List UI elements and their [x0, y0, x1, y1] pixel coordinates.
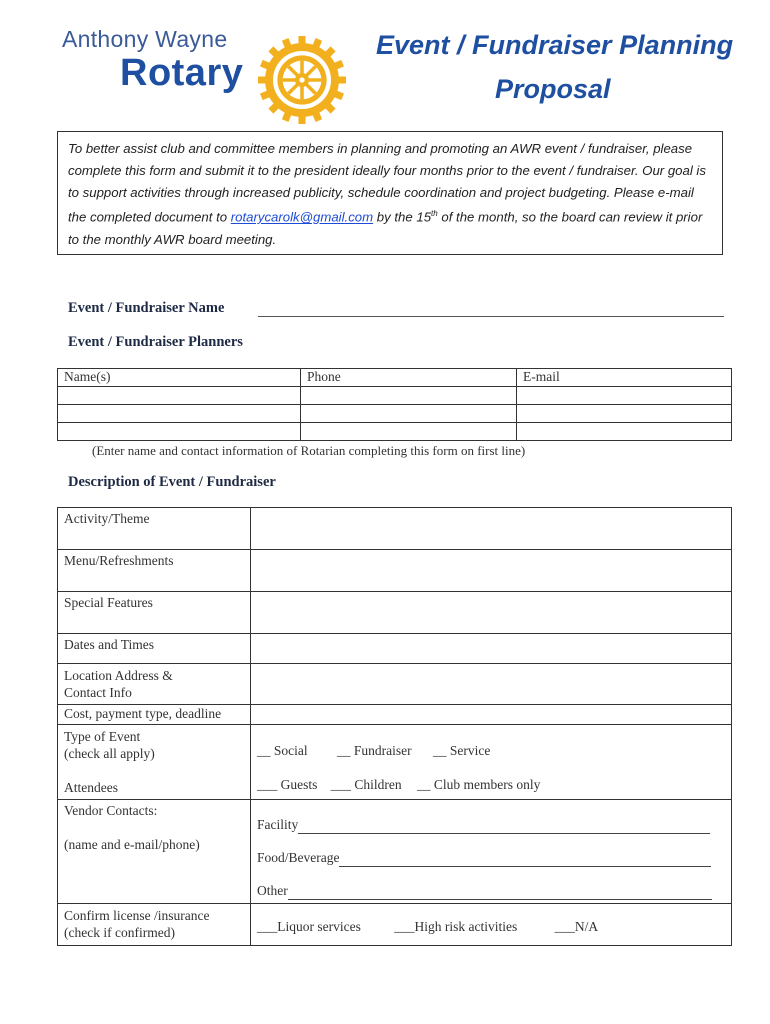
- type-service-checkbox[interactable]: __ Service: [433, 743, 491, 758]
- type-social-checkbox[interactable]: __ Social: [257, 743, 308, 758]
- attendees-children-checkbox[interactable]: ___ Children: [330, 777, 402, 792]
- type-attendees-field: [251, 725, 732, 800]
- column-header-phone: Phone: [301, 369, 517, 387]
- table-row: [58, 664, 732, 705]
- cost-field[interactable]: [251, 705, 732, 725]
- confirm-hint: (check if confirmed): [64, 925, 175, 940]
- type-attendees-label: [58, 725, 251, 800]
- form-title: Event / Fundraiser Planning: [376, 30, 734, 60]
- table-header-row: [58, 369, 732, 387]
- special-features-label: Special Features: [58, 592, 251, 634]
- intro-text-end: of the month, so the board can review it prior to the monthly AWR board meeting.: [68, 209, 703, 247]
- table-row: [58, 550, 732, 592]
- contact-email-link[interactable]: rotarycarolk@gmail.com: [230, 209, 374, 225]
- planner-phone-cell[interactable]: [301, 423, 517, 441]
- table-row: [58, 705, 732, 725]
- activity-field[interactable]: [251, 508, 732, 550]
- vendor-fields: [251, 800, 732, 904]
- confirm-liquor-checkbox[interactable]: ___Liquor services: [257, 919, 361, 934]
- confirm-label-line1: Confirm license /insurance: [64, 908, 210, 923]
- vendor-label-line1: Vendor Contacts:: [64, 803, 158, 818]
- planner-name-cell[interactable]: [58, 387, 301, 405]
- event-name-label: Event / Fundraiser Name: [68, 300, 225, 316]
- cost-label: Cost, payment type, deadline: [58, 705, 251, 725]
- vendor-hint: (name and e-mail/phone): [64, 837, 200, 852]
- column-header-email: E-mail: [517, 369, 732, 387]
- vendor-facility-field[interactable]: [298, 817, 710, 834]
- menu-field[interactable]: [251, 550, 732, 592]
- attendees-club-checkbox[interactable]: __ Club members only: [417, 777, 541, 792]
- logo-rotary-word: Rotary: [120, 52, 244, 94]
- dates-field[interactable]: [251, 634, 732, 664]
- logo-club-name: Anthony Wayne: [62, 26, 228, 52]
- confirm-risk-checkbox[interactable]: ___High risk activities: [394, 919, 518, 934]
- vendor-other-label: Other: [257, 883, 288, 898]
- confirm-field: [251, 904, 732, 946]
- confirm-label: [58, 904, 251, 946]
- location-label-line2: Contact Info: [64, 685, 132, 700]
- intro-instructions: [57, 131, 723, 255]
- column-header-names: Name(s): [58, 369, 301, 387]
- location-label: [58, 664, 251, 705]
- menu-label: Menu/Refreshments: [58, 550, 251, 592]
- table-row: [58, 634, 732, 664]
- table-row: [58, 904, 732, 946]
- table-row: [58, 423, 732, 441]
- table-row: [58, 800, 732, 904]
- table-row: [58, 592, 732, 634]
- description-table: [57, 507, 732, 946]
- rotary-wheel-icon: [258, 36, 346, 124]
- planner-name-cell[interactable]: [58, 405, 301, 423]
- activity-label: Activity/Theme: [58, 508, 251, 550]
- planner-phone-cell[interactable]: [301, 387, 517, 405]
- description-label: Description of Event / Fundraiser: [68, 474, 276, 490]
- vendor-facility-label: Facility: [257, 817, 299, 832]
- vendor-label: [58, 800, 251, 904]
- planner-email-cell[interactable]: [517, 423, 732, 441]
- vendor-other-field[interactable]: [288, 883, 712, 900]
- intro-superscript: th: [431, 209, 438, 219]
- table-row: [58, 508, 732, 550]
- type-hint: (check all apply): [64, 746, 155, 761]
- confirm-na-checkbox[interactable]: ___N/A: [554, 919, 599, 934]
- location-label-line1: Location Address &: [64, 668, 173, 683]
- location-field[interactable]: [251, 664, 732, 705]
- planner-email-cell[interactable]: [517, 405, 732, 423]
- dates-label: Dates and Times: [58, 634, 251, 664]
- rotary-logo: [62, 26, 352, 116]
- form-title-line2: Proposal: [495, 74, 611, 104]
- vendor-food-field[interactable]: [339, 850, 711, 867]
- table-row: [58, 405, 732, 423]
- intro-text-deadline: by the 15: [373, 209, 432, 225]
- event-name-field[interactable]: [258, 316, 724, 317]
- vendor-food-label: Food/Beverage: [257, 850, 340, 865]
- type-label: Type of Event: [64, 729, 141, 744]
- attendees-label: Attendees: [64, 780, 118, 795]
- planners-label: Event / Fundraiser Planners: [68, 334, 243, 350]
- table-row: [58, 387, 732, 405]
- special-features-field[interactable]: [251, 592, 732, 634]
- planner-name-cell[interactable]: [58, 423, 301, 441]
- planner-phone-cell[interactable]: [301, 405, 517, 423]
- planner-email-cell[interactable]: [517, 387, 732, 405]
- type-fundraiser-checkbox[interactable]: __ Fundraiser: [337, 743, 412, 758]
- intro-text: To better assist club and committee members in planning and promoting an AWR event / fundraiser, please complete this form and submit it to the president ideally four months prior to the event / fundraiser. Our goal is to support activities through increased publicity, schedule coordination and project budgeting. Please e-mail the completed document to: [68, 141, 706, 225]
- planners-note: (Enter name and contact information of Rotarian completing this form on first line): [92, 443, 526, 458]
- attendees-guests-checkbox[interactable]: ___ Guests: [257, 777, 318, 792]
- table-row: [58, 725, 732, 800]
- planners-table: [57, 368, 732, 441]
